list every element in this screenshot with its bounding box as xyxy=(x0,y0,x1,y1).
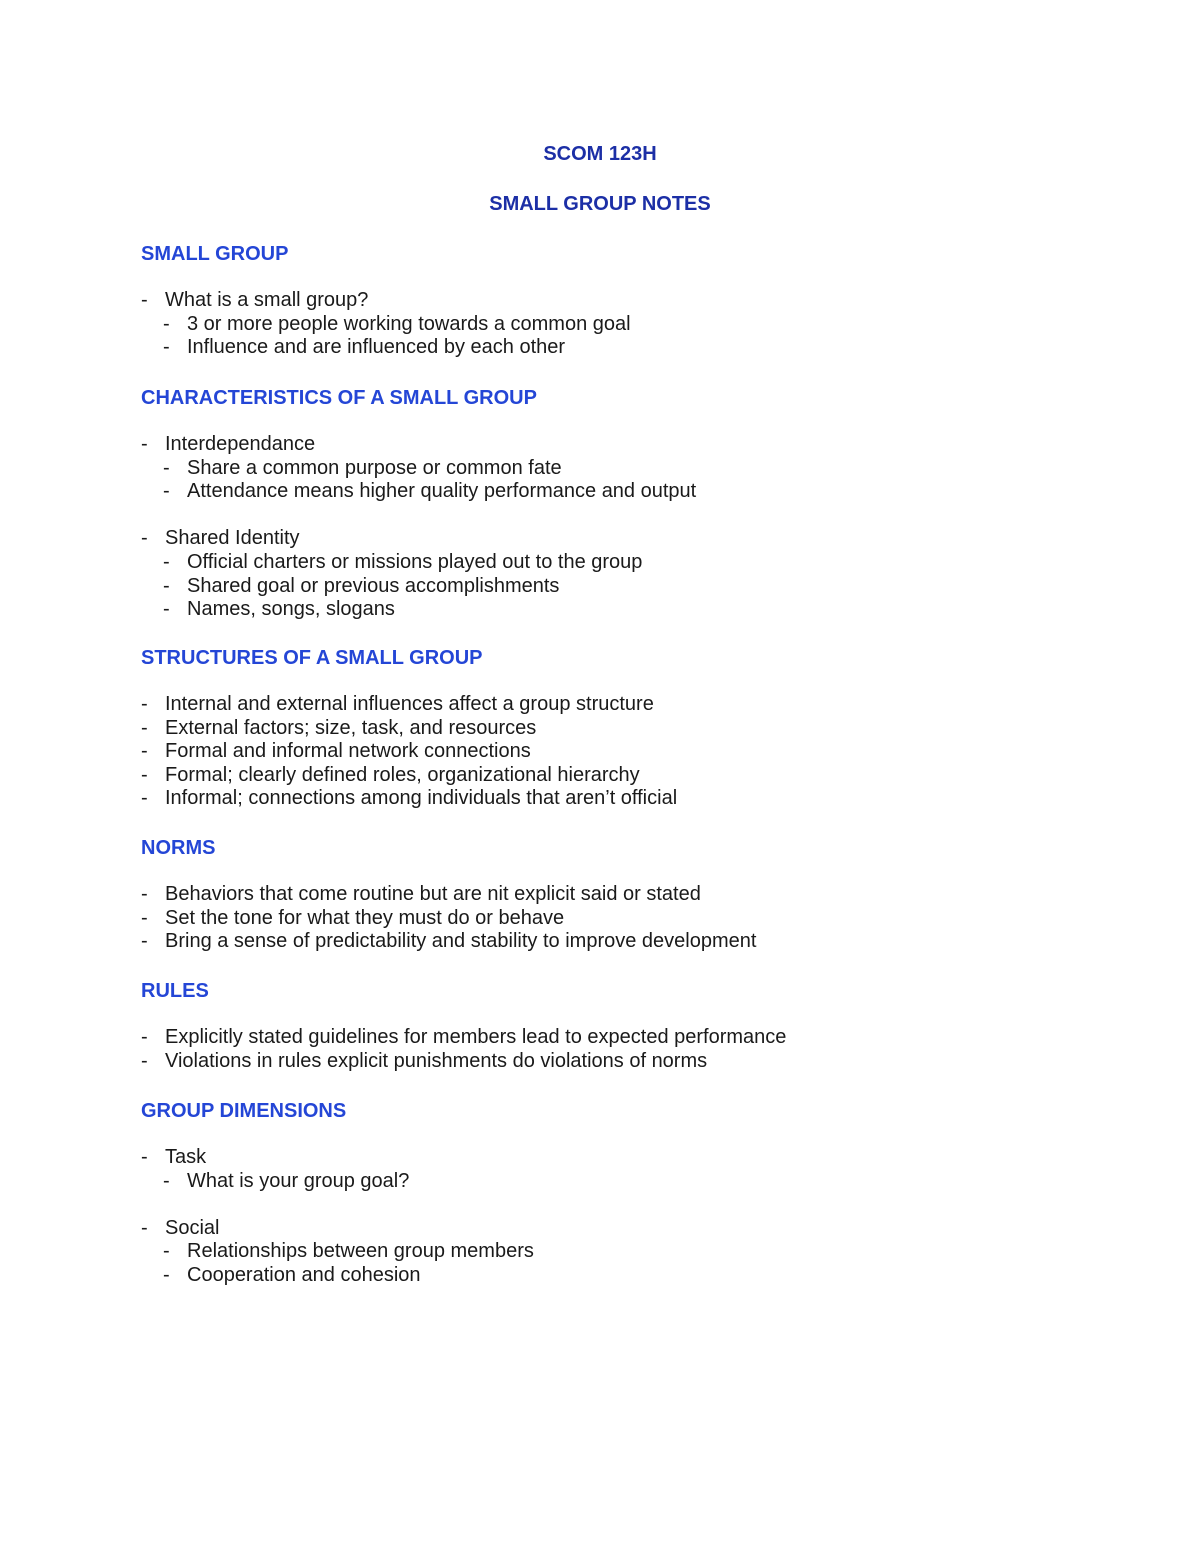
list-item-text: Explicitly stated guidelines for members lead to expected performance xyxy=(165,1026,787,1048)
list-item xyxy=(141,1146,1141,1170)
dash-bullet: - xyxy=(163,598,170,621)
section-heading: NORMS xyxy=(141,837,216,859)
dash-bullet: - xyxy=(141,433,148,455)
list-item xyxy=(141,930,1141,954)
list-item-text: Task xyxy=(165,1146,207,1168)
list-item-text: Formal and informal network connections xyxy=(165,740,531,763)
list-item-text: Violations in rules explicit punishments do violations of norms xyxy=(165,1049,708,1072)
dash-bullet: - xyxy=(163,1169,170,1192)
list-item-text: Attendance means higher quality performance and output xyxy=(187,480,697,503)
dash-bullet: - xyxy=(163,336,170,359)
list-item-text: Social xyxy=(165,1216,220,1239)
list-item-text: Internal and external influences affect a group structure xyxy=(165,693,654,715)
list-item-text: Influence and are influenced by each other xyxy=(187,336,566,359)
list-item-text: Bring a sense of predictability and stability to improve development xyxy=(165,930,757,953)
dash-bullet: - xyxy=(141,1216,148,1239)
list-item-nested xyxy=(141,1240,1141,1264)
list-item-text: Share a common purpose or common fate xyxy=(187,456,562,479)
dash-bullet: - xyxy=(163,312,170,335)
section-heading: GROUP DIMENSIONS xyxy=(141,1100,347,1122)
list-item xyxy=(141,1026,1141,1050)
list-item-text: Set the tone for what they must do or behave xyxy=(165,906,565,929)
list-item-text: Shared goal or previous accomplishments xyxy=(187,574,560,597)
notes-title: SMALL GROUP NOTES xyxy=(489,193,711,215)
dash-bullet: - xyxy=(141,740,148,763)
dash-bullet: - xyxy=(141,693,148,715)
section-group-dimensions xyxy=(141,1099,1141,1288)
dash-bullet: - xyxy=(141,1026,148,1048)
section-characteristics xyxy=(141,386,1141,622)
list-item xyxy=(141,433,1141,457)
dash-bullet: - xyxy=(163,1263,170,1286)
list-item-nested xyxy=(141,575,1141,599)
bullet-list xyxy=(141,1146,1141,1288)
dash-bullet: - xyxy=(141,906,148,929)
list-item-nested xyxy=(141,598,1141,622)
dash-bullet: - xyxy=(141,1049,148,1072)
dash-bullet: - xyxy=(163,456,170,479)
section-rules xyxy=(141,979,1141,1073)
list-item-nested xyxy=(141,1170,1141,1194)
dash-bullet: - xyxy=(141,1146,148,1168)
section-small-group xyxy=(141,242,1141,360)
dash-bullet: - xyxy=(141,716,148,739)
list-item-text: Behaviors that come routine but are nit explicit said or stated xyxy=(165,883,701,905)
list-item-text: External factors; size, task, and resources xyxy=(165,716,537,739)
list-item xyxy=(141,764,1141,788)
dash-bullet: - xyxy=(163,1240,170,1263)
bullet-list xyxy=(141,883,1141,954)
list-item-nested xyxy=(141,1264,1141,1288)
list-item xyxy=(141,1217,1141,1241)
list-item-text: Relationships between group members xyxy=(187,1240,534,1263)
list-spacer xyxy=(141,504,1141,528)
dash-bullet: - xyxy=(141,787,148,810)
dash-bullet: - xyxy=(163,480,170,503)
list-item-nested xyxy=(141,457,1141,481)
list-item-text: Formal; clearly defined roles, organizational hierarchy xyxy=(165,763,640,786)
dash-bullet: - xyxy=(141,883,148,905)
bullet-list xyxy=(141,289,1141,360)
section-heading: CHARACTERISTICS OF A SMALL GROUP xyxy=(141,387,537,409)
section-structures xyxy=(141,646,1141,811)
list-item-text: Interdependance xyxy=(165,433,316,455)
list-item xyxy=(141,527,1141,551)
section-norms xyxy=(141,836,1141,954)
section-heading: SMALL GROUP xyxy=(141,243,289,265)
dash-bullet: - xyxy=(141,763,148,786)
list-item xyxy=(141,740,1141,764)
list-item xyxy=(141,907,1141,931)
list-item-text: Cooperation and cohesion xyxy=(187,1263,421,1286)
list-item xyxy=(141,717,1141,741)
bullet-list xyxy=(141,693,1141,811)
section-heading: STRUCTURES OF A SMALL GROUP xyxy=(141,647,483,669)
list-item-text: 3 or more people working towards a common goal xyxy=(187,312,631,335)
list-item-text: Shared Identity xyxy=(165,527,300,550)
list-item-nested xyxy=(141,551,1141,575)
dash-bullet: - xyxy=(141,527,148,550)
bullet-list xyxy=(141,433,1141,622)
list-item xyxy=(141,1050,1141,1074)
list-item-text: Informal; connections among individuals that aren’t official xyxy=(165,787,678,810)
dash-bullet: - xyxy=(163,574,170,597)
list-item-nested xyxy=(141,313,1141,337)
list-item xyxy=(141,289,1141,313)
list-item xyxy=(141,883,1141,907)
list-item-text: Names, songs, slogans xyxy=(187,598,395,621)
list-item-nested xyxy=(141,336,1141,360)
list-spacer xyxy=(141,1193,1141,1217)
dash-bullet: - xyxy=(141,930,148,953)
course-title: SCOM 123H xyxy=(543,143,657,165)
section-heading: RULES xyxy=(141,980,209,1002)
list-item-text: What is your group goal? xyxy=(187,1169,410,1192)
list-item xyxy=(141,693,1141,717)
list-item-text: Official charters or missions played out to the group xyxy=(187,550,643,573)
list-item-text: What is a small group? xyxy=(165,289,369,311)
dash-bullet: - xyxy=(141,289,148,311)
dash-bullet: - xyxy=(163,550,170,573)
bullet-list xyxy=(141,1026,1141,1073)
list-item-nested xyxy=(141,480,1141,504)
list-item xyxy=(141,787,1141,811)
